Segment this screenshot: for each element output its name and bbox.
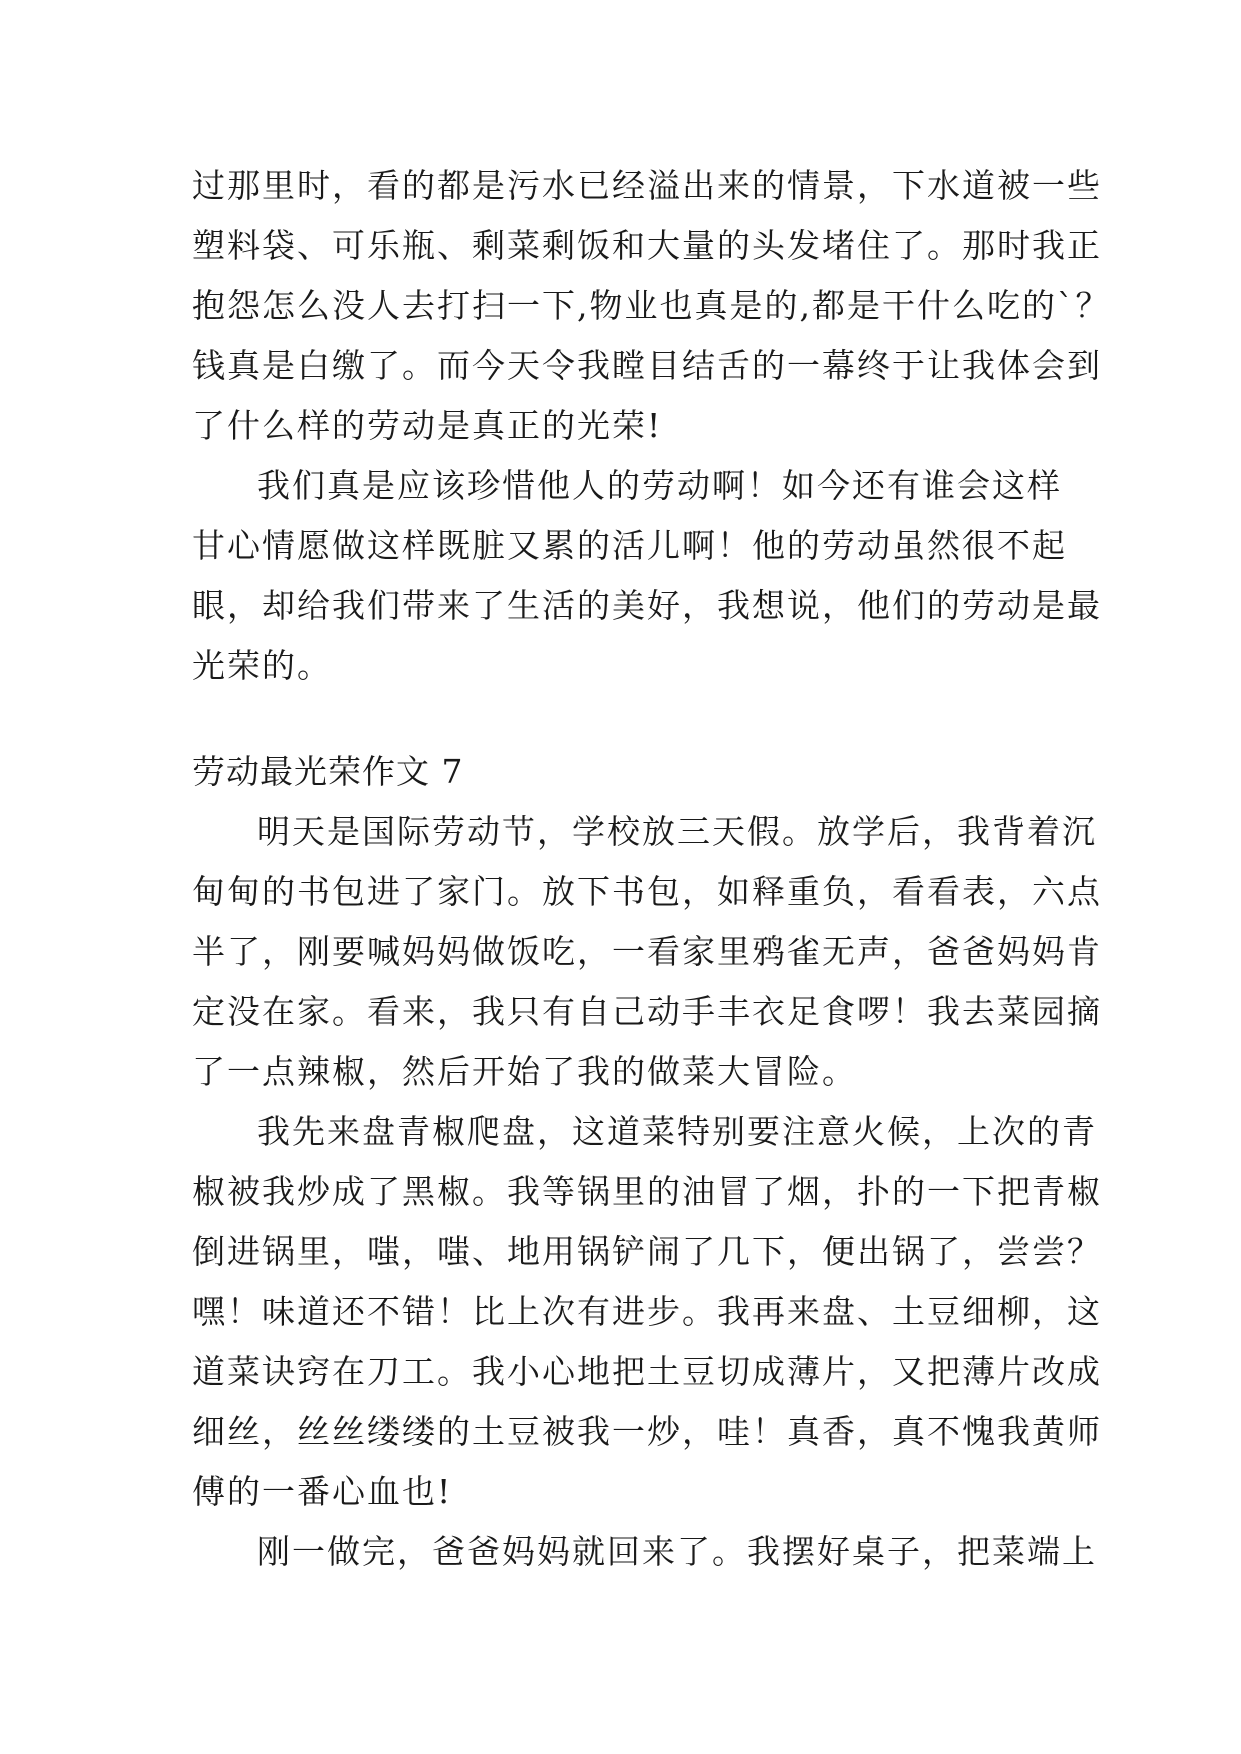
paragraph-start: 明天是国际劳动节，学校放三天假。放学后，我背着沉 (257, 812, 1097, 851)
text-line: 甸甸的书包进了家门。放下书包，如释重负，看看表，六点 (192, 872, 1102, 911)
text-line: 光荣的。 (192, 646, 332, 685)
text-line: 嘿！味道还不错！比上次有进步。我再来盘、土豆细柳，这 (192, 1292, 1102, 1331)
text-line: 细丝，丝丝缕缕的土豆被我一炒，哇！真香，真不愧我黄师 (192, 1412, 1102, 1451)
text-line: 了一点辣椒，然后开始了我的做菜大冒险。 (192, 1052, 857, 1091)
text-line: 甘心情愿做这样既脏又累的活儿啊！他的劳动虽然很不起 (192, 526, 1067, 565)
text-line: 钱真是白缴了。而今天令我瞠目结舌的一幕终于让我体会到 (192, 346, 1102, 385)
text-line: 倒进锅里，嗤，嗤、地用锅铲闹了几下，便出锅了，尝尝？ (192, 1232, 1102, 1271)
paragraph-start: 我们真是应该珍惜他人的劳动啊！如今还有谁会这样 (257, 466, 1062, 505)
paragraph-start: 刚一做完，爸爸妈妈就回来了。我摆好桌子，把菜端上 (257, 1532, 1097, 1571)
text-line: 塑料袋、可乐瓶、剩菜剩饭和大量的头发堵住了。那时我正 (192, 226, 1102, 265)
text-line: 定没在家。看来，我只有自己动手丰衣足食啰！我去菜园摘 (192, 992, 1102, 1031)
section-heading: 劳动最光荣作文 7 (192, 752, 464, 791)
text-line: 了什么样的劳动是真正的光荣! (192, 406, 663, 445)
text-line: 道菜诀窍在刀工。我小心地把土豆切成薄片，又把薄片改成 (192, 1352, 1102, 1391)
text-line: 眼，却给我们带来了生活的美好，我想说，他们的劳动是最 (192, 586, 1102, 625)
text-line: 傅的一番心血也! (192, 1472, 453, 1511)
paragraph-start: 我先来盘青椒爬盘，这道菜特别要注意火候，上次的青 (257, 1112, 1097, 1151)
text-line: 椒被我炒成了黑椒。我等锅里的油冒了烟，扑的一下把青椒 (192, 1172, 1102, 1211)
text-line: 半了，刚要喊妈妈做饭吃，一看家里鸦雀无声，爸爸妈妈肯 (192, 932, 1102, 971)
text-line: 抱怨怎么没人去打扫一下,物业也真是的,都是干什么吃的`？ (192, 286, 1111, 325)
text-line: 过那里时，看的都是污水已经溢出来的情景，下水道被一些 (192, 166, 1102, 205)
